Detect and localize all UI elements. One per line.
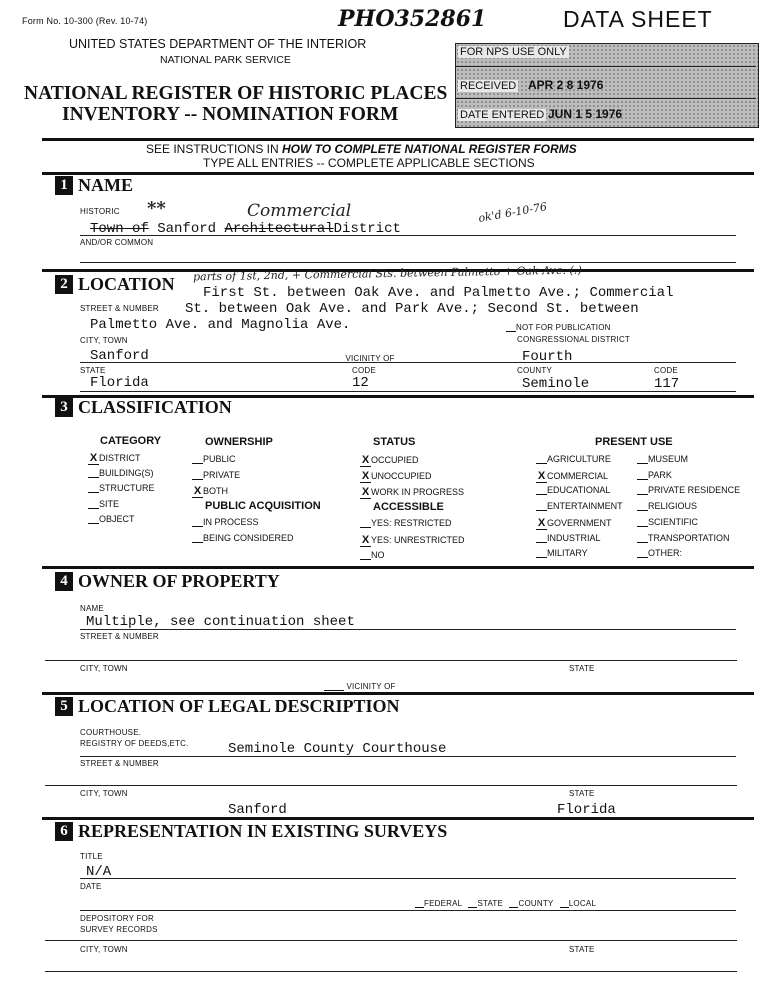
historic-name-value: Town of Sanford ArchitecturalDistrict (90, 221, 401, 237)
depository-label-1: DEPOSITORY FOR (80, 914, 154, 923)
legal-state-label: STATE (569, 789, 595, 798)
instructions-line1: SEE INSTRUCTIONS IN HOW TO COMPLETE NATIONAL REGISTER FORMS (146, 142, 577, 156)
option-label: MUSEUM (648, 454, 688, 464)
option-label: MILITARY (547, 548, 588, 559)
checkbox-transportation[interactable] (637, 533, 730, 543)
courthouse-label: COURTHOUSE. (80, 728, 142, 737)
check-mark (637, 517, 648, 527)
checkbox-entertainment[interactable] (536, 501, 623, 511)
survey-title-label: TITLE (80, 852, 103, 861)
checkbox-religious[interactable] (637, 501, 697, 511)
county-code-label: CODE (654, 366, 678, 375)
option-label: WORK IN PROGRESS (371, 487, 465, 497)
checkbox-commercial[interactable] (536, 470, 608, 483)
check-mark (536, 485, 547, 495)
check-mark (192, 470, 203, 480)
survey-date-label: DATE (80, 882, 102, 891)
congressional-district-label: CONGRESSIONAL DISTRICT (517, 335, 631, 344)
check-mark (536, 501, 547, 511)
check-mark (88, 514, 99, 524)
location-code-label: CODE (352, 366, 376, 375)
section-title-location: LOCATION (78, 274, 175, 294)
legal-street-line (45, 785, 737, 786)
checkbox-private-residence[interactable] (637, 485, 740, 495)
location-state-value: Florida (90, 375, 149, 391)
section-number-3: 3 (55, 398, 73, 417)
survey-level-options: FEDERAL STATE COUNTY LOCAL (415, 898, 596, 908)
category-heading: CATEGORY (100, 435, 162, 447)
option-label: COMMERCIAL (547, 470, 609, 481)
checkbox-government[interactable] (536, 517, 612, 530)
check-mark: X (193, 485, 202, 497)
check-mark: X (537, 516, 546, 529)
county-code-value: 117 (654, 376, 680, 392)
stamp-divider (456, 98, 756, 99)
section-title-surveys: REPRESENTATION IN EXISTING SURVEYS (78, 821, 448, 841)
survey-title-line (80, 878, 736, 879)
option-label: SCIENTIFIC (648, 516, 699, 527)
received-date: APR 2 8 1976 (528, 78, 604, 92)
checkbox-educational[interactable] (536, 485, 610, 495)
option-label: UNOCCUPIED (371, 471, 432, 481)
option-label: TRANSPORTATION (648, 532, 730, 543)
checkbox-site[interactable] (88, 499, 119, 509)
check-mark (637, 454, 648, 464)
option-label: STRUCTURE (99, 483, 155, 493)
checkbox-private[interactable] (192, 470, 240, 480)
state-line (80, 391, 736, 392)
checkbox-park[interactable] (637, 470, 672, 480)
legal-city-label: CITY, TOWN (80, 789, 128, 798)
legal-street-label: STREET & NUMBER (80, 759, 159, 768)
check-mark (536, 533, 547, 543)
check-mark: X (361, 534, 370, 546)
nps-use-only-label: FOR NPS USE ONLY (460, 46, 567, 58)
form-title-line2: INVENTORY -- NOMINATION FORM (62, 104, 399, 125)
check-mark (360, 550, 371, 560)
option-label: AGRICULTURE (547, 454, 611, 464)
section-title-name: NAME (78, 175, 133, 195)
check-mark (88, 499, 99, 509)
check-mark (536, 454, 547, 464)
section-number-4: 4 (55, 572, 73, 591)
city-line (80, 362, 736, 363)
owner-state-label: STATE (569, 664, 595, 673)
option-label: BOTH (203, 486, 229, 496)
option-label: DISTRICT (99, 453, 141, 463)
option-label: ENTERTAINMENT (547, 501, 623, 512)
instructions-line2: TYPE ALL ENTRIES -- COMPLETE APPLICABLE SECTIONS (203, 156, 535, 170)
legal-city-value: Sanford (228, 802, 287, 818)
checkbox-industrial[interactable] (536, 533, 601, 543)
accessible-heading: ACCESSIBLE (373, 501, 444, 513)
historic-line (80, 235, 736, 236)
checkbox-occupied[interactable] (360, 454, 419, 467)
historic-handwritten-commercial: Commercial (247, 201, 352, 221)
option-label: OCCUPIED (371, 455, 419, 465)
checkbox-yes-restricted[interactable] (360, 518, 452, 528)
nps-use-only-box (455, 43, 759, 128)
historic-label: HISTORIC (80, 207, 120, 216)
option-label: PRIVATE (203, 469, 241, 480)
check-mark (192, 517, 203, 527)
check-mark: X (361, 486, 370, 498)
survey-date-line (80, 910, 736, 911)
section-number-5: 5 (55, 697, 73, 716)
checkbox-object[interactable] (88, 514, 135, 524)
divider (42, 138, 754, 141)
divider (42, 692, 754, 695)
historic-handwritten-stars: ** (147, 198, 166, 219)
form-number: Form No. 10-300 (Rev. 10-74) (22, 16, 148, 26)
option-label: PUBLIC (203, 454, 236, 464)
survey-city-label: CITY, TOWN (80, 945, 128, 954)
reference-number: PHO352861 (338, 6, 487, 32)
option-label: INDUSTRIAL (547, 532, 601, 543)
registry-label: REGISTRY OF DEEDS,ETC. (80, 739, 189, 748)
street-line-3: Palmetto Ave. and Magnolia Ave. (90, 317, 351, 333)
county-value: Seminole (522, 376, 590, 392)
checkbox-yes-unrestricted[interactable] (360, 534, 465, 547)
date-entered-label: DATE ENTERED (460, 109, 545, 121)
option-label: OBJECT (99, 514, 135, 524)
checkbox-military[interactable] (536, 548, 588, 558)
courthouse-value: Seminole County Courthouse (228, 741, 447, 757)
legal-state-value: Florida (557, 802, 616, 818)
location-street-label: STREET & NUMBER (80, 304, 159, 313)
not-for-publication-label: NOT FOR PUBLICATION (506, 322, 611, 332)
option-label: SITE (99, 498, 120, 509)
section-title-owner: OWNER OF PROPERTY (78, 571, 280, 591)
location-state-label: STATE (80, 366, 106, 375)
option-label: NO (371, 550, 385, 560)
received-label: RECEIVED (460, 80, 517, 92)
date-entered-value: JUN 1 5 1976 (548, 107, 623, 121)
location-city-value: Sanford (90, 348, 149, 364)
owner-name-value: Multiple, see continuation sheet (86, 614, 355, 630)
owner-city-label: CITY, TOWN (80, 664, 128, 673)
option-label: BEING CONSIDERED (203, 533, 294, 543)
check-mark (637, 548, 648, 558)
checkbox-public[interactable] (192, 454, 236, 464)
check-mark (88, 468, 99, 478)
option-label: GOVERNMENT (547, 517, 612, 528)
check-mark: X (361, 470, 370, 482)
option-label: YES: UNRESTRICTED (371, 535, 465, 545)
survey-title-value: N/A (86, 864, 112, 880)
common-line (80, 262, 736, 263)
divider (42, 566, 754, 569)
checkbox-in-process[interactable] (192, 517, 259, 527)
stamp-divider (456, 66, 756, 67)
checkbox-building-s[interactable] (88, 468, 154, 478)
owner-street-label: STREET & NUMBER (80, 632, 159, 641)
checkbox-other[interactable] (637, 548, 682, 558)
section-title-classification: CLASSIFICATION (78, 397, 232, 417)
checkbox-being-considered[interactable] (192, 533, 294, 543)
section-number-6: 6 (55, 822, 73, 841)
check-mark (637, 501, 648, 511)
check-mark (637, 485, 648, 495)
service-name: NATIONAL PARK SERVICE (160, 54, 291, 66)
survey-city-line (45, 971, 737, 972)
public-acquisition-heading: PUBLIC ACQUISITION (205, 500, 321, 512)
checkbox-no[interactable] (360, 550, 385, 560)
checkbox-both[interactable] (192, 485, 228, 498)
department-name: UNITED STATES DEPARTMENT OF THE INTERIOR (69, 37, 367, 51)
option-label: BUILDING(S) (99, 467, 154, 478)
status-heading: STATUS (373, 436, 416, 448)
divider (42, 172, 754, 175)
checkbox-agriculture[interactable] (536, 454, 611, 464)
owner-vicinity-label: VICINITY OF (324, 681, 396, 691)
option-label: IN PROCESS (203, 517, 259, 527)
ownership-heading: OWNERSHIP (205, 436, 273, 448)
checkbox-museum[interactable] (637, 454, 688, 464)
section-title-legal: LOCATION OF LEGAL DESCRIPTION (78, 696, 400, 716)
check-mark: X (361, 454, 370, 466)
checkbox-work-in-progress[interactable] (360, 486, 464, 499)
check-mark (536, 548, 547, 558)
location-code-value: 12 (352, 375, 369, 391)
location-city-label: CITY, TOWN (80, 336, 128, 345)
owner-name-line (80, 629, 736, 630)
data-sheet-label: DATA SHEET (563, 6, 713, 32)
courthouse-line (80, 756, 736, 757)
section-number-2: 2 (55, 275, 73, 294)
check-mark: X (89, 452, 98, 464)
checkbox-district[interactable] (88, 452, 141, 465)
option-label: YES: RESTRICTED (371, 518, 452, 528)
okd-note: ok'd 6-10-76 (477, 200, 548, 225)
section-number-1: 1 (55, 176, 73, 195)
checkbox-scientific[interactable] (637, 517, 698, 527)
owner-name-label: NAME (80, 604, 104, 613)
option-label: OTHER: (648, 548, 683, 559)
depository-line (45, 940, 737, 941)
check-mark (192, 533, 203, 543)
survey-state-label: STATE (569, 945, 595, 954)
depository-label-2: SURVEY RECORDS (80, 925, 158, 934)
check-mark (192, 454, 203, 464)
common-label: AND/OR COMMON (80, 238, 154, 247)
check-mark (637, 470, 648, 480)
county-label: COUNTY (517, 366, 552, 375)
form-title-line1: NATIONAL REGISTER OF HISTORIC PLACES (24, 83, 448, 104)
location-handwritten-note: parts of 1st, 2nd, + Commercial Sts. between Palmetto + Oak Ave. (:) (192, 263, 582, 284)
check-mark (637, 533, 648, 543)
option-label: PRIVATE RESIDENCE (648, 485, 741, 496)
divider (42, 817, 754, 820)
check-mark: X (537, 469, 546, 482)
checkbox-unoccupied[interactable] (360, 470, 432, 483)
option-label: RELIGIOUS (648, 501, 698, 512)
street-line-1: First St. between Oak Ave. and Palmetto Ave.; Commercial (203, 285, 674, 301)
check-mark (88, 483, 99, 493)
check-mark (360, 518, 371, 528)
street-line-2: St. between Oak Ave. and Park Ave.; Second St. between (185, 301, 639, 317)
owner-street-line (45, 660, 737, 661)
congressional-district-value: Fourth (522, 349, 573, 365)
option-label: PARK (648, 469, 672, 480)
checkbox-structure[interactable] (88, 483, 155, 493)
option-label: EDUCATIONAL (547, 485, 611, 496)
present-use-heading: PRESENT USE (595, 436, 673, 448)
vicinity-label: VICINITY OF (315, 353, 395, 363)
